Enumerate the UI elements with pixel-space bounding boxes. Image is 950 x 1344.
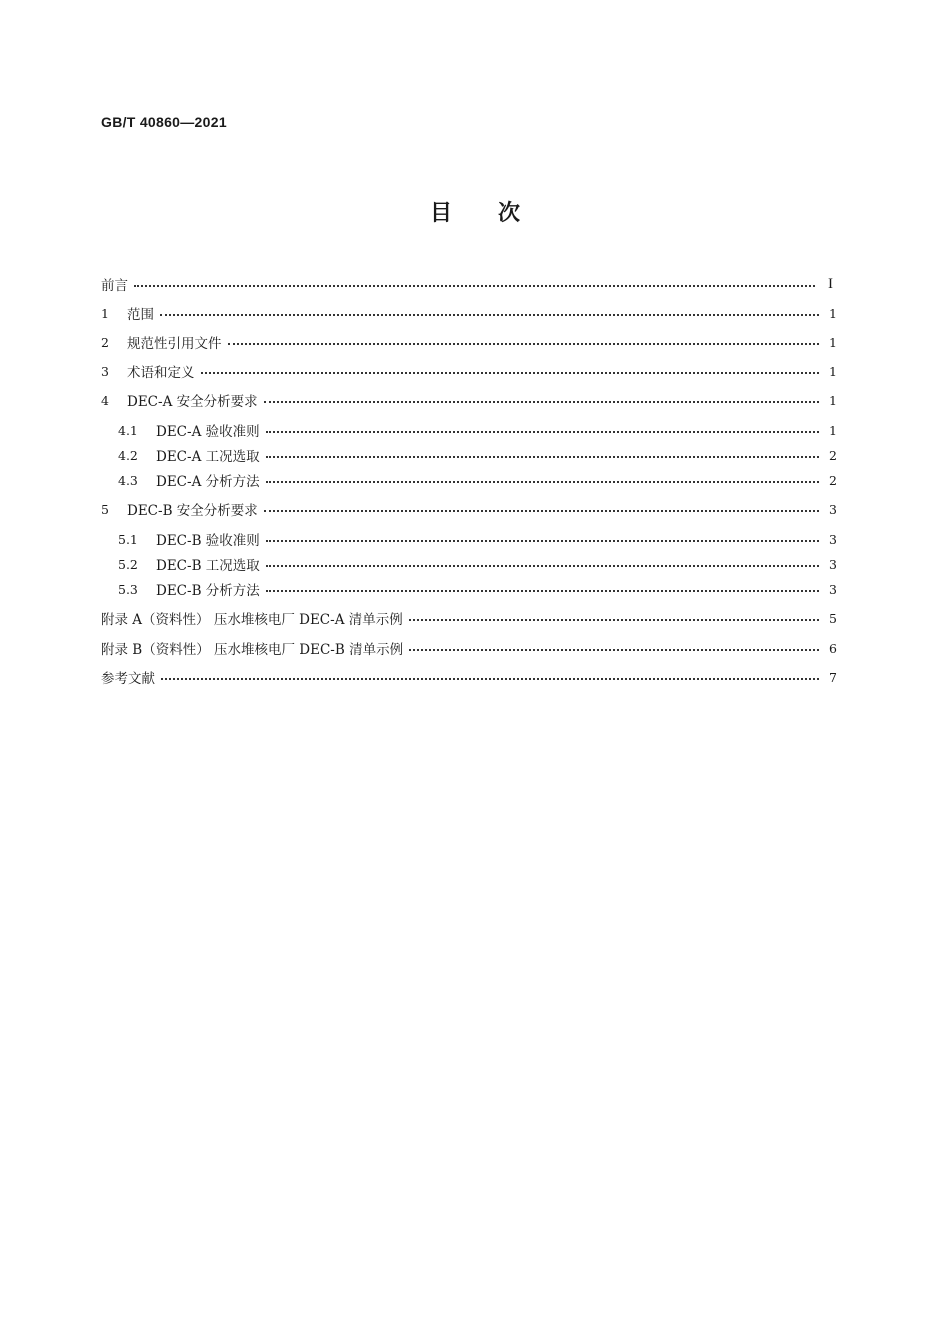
- toc-entry-number: 5.3: [118, 581, 138, 597]
- toc-entry-title: 参考文献: [101, 671, 155, 687]
- toc-entry-dec-a-requirements[interactable]: [101, 388, 837, 412]
- toc-entry-dec-a-acceptance[interactable]: [118, 418, 837, 442]
- dot-leader: [409, 611, 819, 625]
- toc-entry-dec-b-conditions[interactable]: [118, 552, 837, 576]
- toc-entry-title: 规范性引用文件: [127, 336, 222, 352]
- toc-entry-page: 1: [829, 422, 837, 438]
- toc-entry-title: 前言: [101, 278, 128, 294]
- dot-leader: [264, 393, 819, 407]
- toc-entry-dec-a-conditions[interactable]: [118, 443, 837, 467]
- toc-entry-number: 1: [101, 305, 109, 321]
- toc-entry-appendix-a[interactable]: [101, 606, 837, 630]
- toc-entry-scope[interactable]: [101, 301, 837, 325]
- toc-entry-title: DEC-A 分析方法: [156, 474, 260, 490]
- toc-entry-title: 术语和定义: [127, 365, 195, 381]
- dot-leader: [134, 277, 815, 291]
- toc-entry-dec-a-methods[interactable]: [118, 468, 837, 492]
- toc-entry-page: 1: [829, 363, 837, 379]
- dot-leader: [409, 641, 819, 655]
- toc-entry-foreword[interactable]: [101, 272, 837, 296]
- toc-entry-title: 附录 B（资料性） 压水堆核电厂 DEC-B 清单示例: [101, 642, 404, 658]
- dot-leader: [266, 423, 819, 437]
- toc-entry-page: 3: [829, 581, 837, 597]
- toc-entry-dec-b-methods[interactable]: [118, 577, 837, 601]
- toc-entry-page: 2: [829, 472, 837, 488]
- toc-entry-number: 4.2: [118, 447, 138, 463]
- toc-entry-terms[interactable]: [101, 359, 837, 383]
- standard-number: GB/T 40860—2021: [101, 114, 227, 130]
- toc-entry-page: 6: [829, 640, 837, 656]
- toc-entry-number: 2: [101, 334, 109, 350]
- toc-entry-page: 1: [829, 305, 837, 321]
- dot-leader: [266, 582, 819, 596]
- dot-leader: [201, 364, 820, 378]
- toc-entry-number: 5.2: [118, 556, 138, 572]
- toc-entry-title: DEC-B 分析方法: [156, 583, 260, 599]
- toc-entry-dec-b-requirements[interactable]: [101, 497, 837, 521]
- toc-entry-dec-b-acceptance[interactable]: [118, 527, 837, 551]
- toc-entry-page: 7: [829, 669, 837, 685]
- toc-entry-number: 5.1: [118, 531, 138, 547]
- toc-entry-number: 4: [101, 392, 109, 408]
- toc-entry-page: 1: [829, 392, 837, 408]
- dot-leader: [266, 448, 819, 462]
- toc-entry-number: 3: [101, 363, 109, 379]
- toc-entry-bibliography[interactable]: [101, 665, 837, 689]
- toc-entry-title: DEC-B 验收准则: [156, 533, 260, 549]
- dot-leader: [266, 532, 819, 546]
- dot-leader: [161, 670, 819, 684]
- toc-entry-page: 3: [829, 556, 837, 572]
- dot-leader: [266, 557, 819, 571]
- toc-entry-title: 附录 A（资料性） 压水堆核电厂 DEC-A 清单示例: [101, 612, 403, 628]
- toc-entry-number: 5: [101, 501, 109, 517]
- page-title: 目次: [429, 201, 566, 226]
- toc-entry-number: 4.3: [118, 472, 138, 488]
- toc-entry-title: DEC-A 安全分析要求: [127, 394, 258, 410]
- toc-entry-appendix-b[interactable]: [101, 636, 837, 660]
- toc-entry-page: 2: [829, 447, 837, 463]
- toc-entry-page: 3: [829, 531, 837, 547]
- toc-entry-title: DEC-B 工况选取: [156, 558, 260, 574]
- dot-leader: [264, 502, 819, 516]
- toc-entry-page: 3: [829, 501, 837, 517]
- dot-leader: [266, 473, 819, 487]
- toc-entry-page: I: [828, 275, 833, 292]
- toc-entry-number: 4.1: [118, 422, 138, 438]
- dot-leader: [160, 306, 819, 320]
- toc-entry-title: DEC-A 验收准则: [156, 424, 260, 440]
- toc-entry-page: 1: [829, 334, 837, 350]
- toc-entry-title: DEC-B 安全分析要求: [127, 503, 258, 519]
- toc-entry-normative-references[interactable]: [101, 330, 837, 354]
- toc-entry-title: 范围: [127, 307, 154, 323]
- dot-leader: [228, 335, 820, 349]
- toc-entry-page: 5: [829, 610, 837, 626]
- toc-entry-title: DEC-A 工况选取: [156, 449, 260, 465]
